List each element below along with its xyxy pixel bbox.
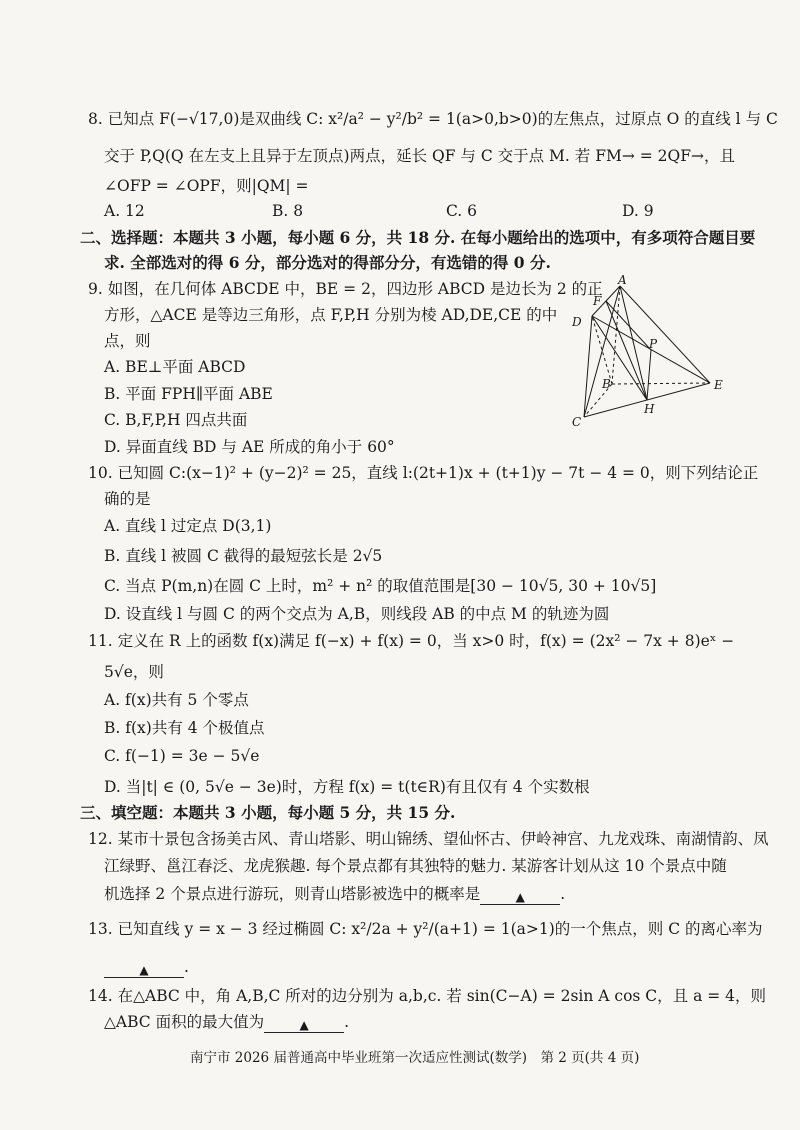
q11-line2: 5√e，则: [104, 663, 164, 681]
q11-option-c: C. f(−1) = 3e − 5√e: [104, 747, 260, 765]
q13-line1: 13. 已知直线 y = x − 3 经过椭圆 C: x²/2a + y²/(a+1) = 1(a>1)的一个焦点，则 C 的离心率为: [88, 920, 763, 938]
q14-line2-text: △ABC 面积的最大值为: [104, 1013, 265, 1031]
q10-option-c: C. 当点 P(m,n)在圆 C 上时，m² + n² 的取值范围是[30 − 10√5, 30 + 10√5]: [104, 577, 657, 595]
q9-line3: 点，则: [104, 332, 151, 350]
q11-line1: 11. 定义在 R 上的函数 f(x)满足 f(−x) + f(x) = 0，当 x>0 时，f(x) = (2x² − 7x + 8)eˣ −: [88, 632, 735, 650]
blank-marker-icon: ▲: [299, 1018, 309, 1032]
q9-line1: 9. 如图，在几何体 ABCDE 中，BE = 2，四边形 ABCD 是边长为 2 的正: [88, 280, 603, 298]
section2-heading-line1: 二、选择题：本题共 3 小题，每小题 6 分，共 18 分. 在每小题给出的选项中，有多项符合题目要: [80, 228, 756, 247]
q10-line1: 10. 已知圆 C:(x−1)² + (y−2)² = 25，直线 l:(2t+1)x + (t+1)y − 7t − 4 = 0，则下列结论正: [88, 464, 759, 482]
q14-line2: [104, 1012, 349, 1033]
fig-label-d: D: [572, 315, 582, 329]
q10-option-a: A. 直线 l 过定点 D(3,1): [104, 517, 272, 535]
q9-option-c: C. B,F,P,H 四点共面: [104, 411, 248, 429]
section3-heading: 三、填空题：本题共 3 小题，每小题 5 分，共 15 分.: [80, 803, 456, 822]
q12-line3-text: 机选择 2 个景点进行游玩，则青山塔影被选中的概率是: [104, 885, 481, 903]
q14-end: .: [344, 1013, 350, 1031]
fig-label-h: H: [644, 402, 655, 416]
q8-option-a: A. 12: [104, 202, 145, 220]
q11-option-a: A. f(x)共有 5 个零点: [104, 691, 249, 709]
q9-line2: 方形，△ACE 是等边三角形，点 F,P,H 分别为棱 AD,DE,CE 的中: [104, 306, 558, 324]
q12-line3: [104, 884, 565, 905]
q9-option-a: A. BE⊥平面 ABCD: [104, 358, 246, 376]
q9-option-d: D. 异面直线 BD 与 AE 所成的角小于 60°: [104, 438, 395, 456]
q13-end: .: [184, 958, 189, 976]
q14-line1: 14. 在△ABC 中，角 A,B,C 所对的边分别为 a,b,c. 若 sin(C−A) = 2sin A cos C，且 a = 4，则: [88, 987, 767, 1005]
page-footer: 南宁市 2026 届普通高中毕业班第一次适应性测试(数学) 第 2 页(共 4 页): [190, 1050, 640, 1066]
q8-line1: 8. 已知点 F(−√17,0)是双曲线 C: x²/a² − y²/b² = 1(a>0,b>0)的左焦点，过原点 O 的直线 l 与 C: [88, 110, 778, 128]
q8-line2: 交于 P,Q(Q 在左支上且异于左顶点)两点，延长 QF 与 C 交于点 M. 若 FM→ = 2QF→，且: [104, 147, 735, 165]
q10-option-d: D. 设直线 l 与圆 C 的两个交点为 A,B，则线段 AB 的中点 M 的轨迹为圆: [104, 605, 610, 623]
fig-label-b: B: [602, 377, 611, 391]
q13-answer-blank[interactable]: [104, 959, 184, 978]
q11-option-b: B. f(x)共有 4 个极值点: [104, 719, 265, 737]
q13-line2: [104, 957, 189, 978]
q12-end: .: [560, 885, 566, 903]
q12-line2: 江绿野、邕江春泛、龙虎猴趣. 每个景点都有其独特的魅力. 某游客计划从这 10 个景点中随: [104, 857, 727, 875]
q10-line2: 确的是: [104, 490, 151, 508]
fig-label-e: E: [714, 378, 723, 392]
q8-option-b: B. 8: [272, 202, 304, 220]
q8-option-c: C. 6: [446, 202, 478, 220]
q12-answer-blank[interactable]: [480, 886, 560, 905]
q14-answer-blank[interactable]: [264, 1014, 344, 1033]
q11-option-d: D. 当|t| ∈ (0, 5√e − 3e)时，方程 f(x) = t(t∈R)有且仅有 4 个实数根: [104, 778, 590, 796]
q10-option-b: B. 直线 l 被圆 C 截得的最短弦长是 2√5: [104, 547, 383, 565]
blank-marker-icon: ▲: [515, 890, 525, 904]
q9-option-b: B. 平面 FPH∥平面 ABE: [104, 385, 273, 403]
q9-geometry-figure: [560, 272, 740, 432]
fig-label-c: C: [572, 415, 582, 429]
fig-label-a: A: [618, 273, 627, 287]
q8-line3: ∠OFP = ∠OPF，则|QM| =: [104, 177, 309, 195]
fig-label-p: P: [649, 337, 658, 351]
fig-label-f: F: [593, 294, 602, 308]
q12-line1: 12. 某市十景包含扬美古风、青山塔影、明山锦绣、望仙怀古、伊岭神宫、九龙戏珠、南湖情韵、凤: [88, 830, 769, 848]
q8-option-d: D. 9: [622, 202, 654, 220]
section2-heading-line2: 求. 全部选对的得 6 分，部分选对的得部分分，有选错的得 0 分.: [104, 253, 551, 272]
blank-marker-icon: ▲: [139, 963, 149, 977]
